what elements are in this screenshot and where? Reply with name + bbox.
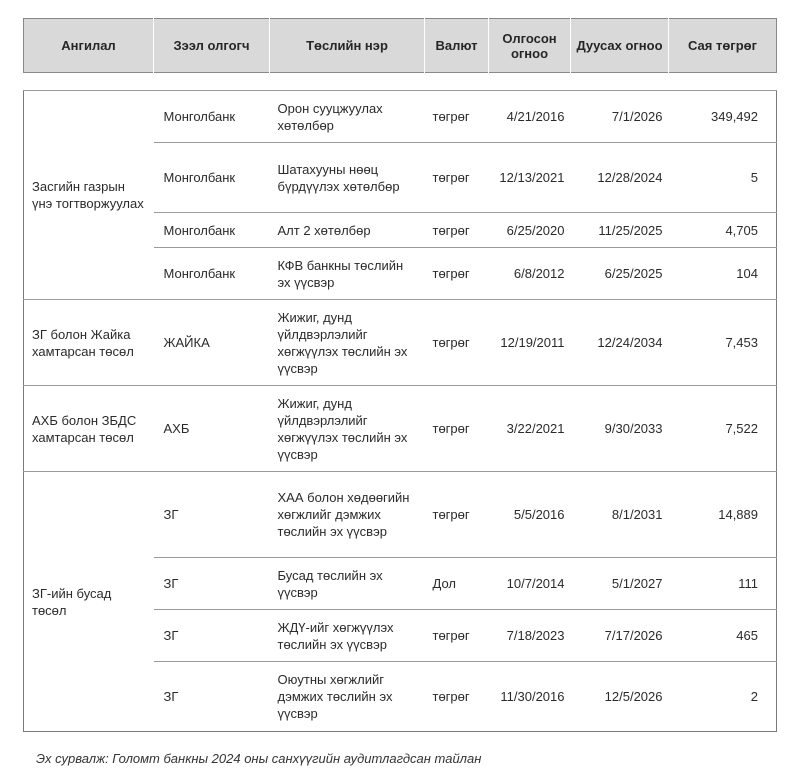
project-cell: Жижиг, дунд үйлдвэрлэлийг хөгжүүлэх төслийн эх үүсвэр xyxy=(270,386,425,472)
source-note: Эх сурвалж: Голомт банкны 2024 оны санхүүгийн аудитлагдсан тайлан xyxy=(36,751,482,766)
lender-cell: ЗГ xyxy=(154,610,270,662)
issue-date-cell: 6/8/2012 xyxy=(489,248,571,300)
project-cell: Алт 2 хөтөлбөр xyxy=(270,213,425,248)
project-cell: Бусад төслийн эх үүсвэр xyxy=(270,558,425,610)
amount-cell: 2 xyxy=(669,662,777,732)
project-cell: ХАА болон хөдөөгийн хөгжлийг дэмжих төслийн эх үүсвэр xyxy=(270,472,425,558)
project-cell: КФВ банкны төслийн эх үүсвэр xyxy=(270,248,425,300)
header-maturity-date: Дуусах огноо xyxy=(571,19,669,73)
maturity-date-cell: 6/25/2025 xyxy=(571,248,669,300)
currency-cell: төгрөг xyxy=(425,300,489,386)
lender-cell: Монголбанк xyxy=(154,213,270,248)
project-cell: Жижиг, дунд үйлдвэрлэлийг хөгжүүлэх төслийн эх үүсвэр xyxy=(270,300,425,386)
amount-cell: 4,705 xyxy=(669,213,777,248)
currency-cell: төгрөг xyxy=(425,248,489,300)
currency-cell: төгрөг xyxy=(425,91,489,143)
lender-cell: Монголбанк xyxy=(154,143,270,213)
maturity-date-cell: 8/1/2031 xyxy=(571,472,669,558)
table-row xyxy=(24,91,777,143)
issue-date-cell: 4/21/2016 xyxy=(489,91,571,143)
amount-cell: 7,522 xyxy=(669,386,777,472)
table-row xyxy=(24,472,777,558)
lender-cell: ЗГ xyxy=(154,472,270,558)
table-header xyxy=(23,18,777,73)
issue-date-cell: 12/19/2011 xyxy=(489,300,571,386)
table-row xyxy=(24,386,777,472)
issue-date-cell: 11/30/2016 xyxy=(489,662,571,732)
issue-date-cell: 10/7/2014 xyxy=(489,558,571,610)
header-lender: Зээл олгогч xyxy=(154,19,270,73)
maturity-date-cell: 9/30/2033 xyxy=(571,386,669,472)
header-amount: Сая төгрөг xyxy=(669,19,777,73)
currency-cell: төгрөг xyxy=(425,213,489,248)
lender-cell: Монголбанк xyxy=(154,248,270,300)
maturity-date-cell: 5/1/2027 xyxy=(571,558,669,610)
currency-cell: төгрөг xyxy=(425,472,489,558)
lender-cell: АХБ xyxy=(154,386,270,472)
issue-date-cell: 5/5/2016 xyxy=(489,472,571,558)
project-cell: Шатахууны нөөц бүрдүүлэх хөтөлбөр xyxy=(270,143,425,213)
currency-cell: төгрөг xyxy=(425,386,489,472)
lender-cell: ЗГ xyxy=(154,662,270,732)
lender-cell: ЖАЙКА xyxy=(154,300,270,386)
amount-cell: 7,453 xyxy=(669,300,777,386)
header-category: Ангилал xyxy=(24,19,154,73)
issue-date-cell: 6/25/2020 xyxy=(489,213,571,248)
category-cell: ЗГ болон Жайка хамтарсан төсөл xyxy=(24,300,154,386)
amount-cell: 104 xyxy=(669,248,777,300)
maturity-date-cell: 7/17/2026 xyxy=(571,610,669,662)
header-project: Төслийн нэр xyxy=(270,19,425,73)
currency-cell: Дол xyxy=(425,558,489,610)
amount-cell: 465 xyxy=(669,610,777,662)
table-row xyxy=(24,300,777,386)
amount-cell: 5 xyxy=(669,143,777,213)
maturity-date-cell: 12/28/2024 xyxy=(571,143,669,213)
maturity-date-cell: 12/24/2034 xyxy=(571,300,669,386)
project-cell: Оюутны хөгжлийг дэмжих төслийн эх үүсвэр xyxy=(270,662,425,732)
amount-cell: 349,492 xyxy=(669,91,777,143)
amount-cell: 14,889 xyxy=(669,472,777,558)
maturity-date-cell: 7/1/2026 xyxy=(571,91,669,143)
issue-date-cell: 7/18/2023 xyxy=(489,610,571,662)
loan-table xyxy=(23,90,777,732)
currency-cell: төгрөг xyxy=(425,662,489,732)
header-currency: Валют xyxy=(425,19,489,73)
lender-cell: ЗГ xyxy=(154,558,270,610)
project-cell: Орон сууцжуулах хөтөлбөр xyxy=(270,91,425,143)
header-issue-date: Олгосон огноо xyxy=(489,19,571,73)
currency-cell: төгрөг xyxy=(425,143,489,213)
category-cell: ЗГ-ийн бусад төсөл xyxy=(24,472,154,732)
maturity-date-cell: 12/5/2026 xyxy=(571,662,669,732)
issue-date-cell: 3/22/2021 xyxy=(489,386,571,472)
issue-date-cell: 12/13/2021 xyxy=(489,143,571,213)
currency-cell: төгрөг xyxy=(425,610,489,662)
maturity-date-cell: 11/25/2025 xyxy=(571,213,669,248)
category-cell: Засгийн газрын үнэ тогтворжуулах xyxy=(24,91,154,300)
project-cell: ЖДҮ-ийг хөгжүүлэх төслийн эх үүсвэр xyxy=(270,610,425,662)
lender-cell: Монголбанк xyxy=(154,91,270,143)
amount-cell: 111 xyxy=(669,558,777,610)
category-cell: АХБ болон ЗБДС хамтарсан төсөл xyxy=(24,386,154,472)
